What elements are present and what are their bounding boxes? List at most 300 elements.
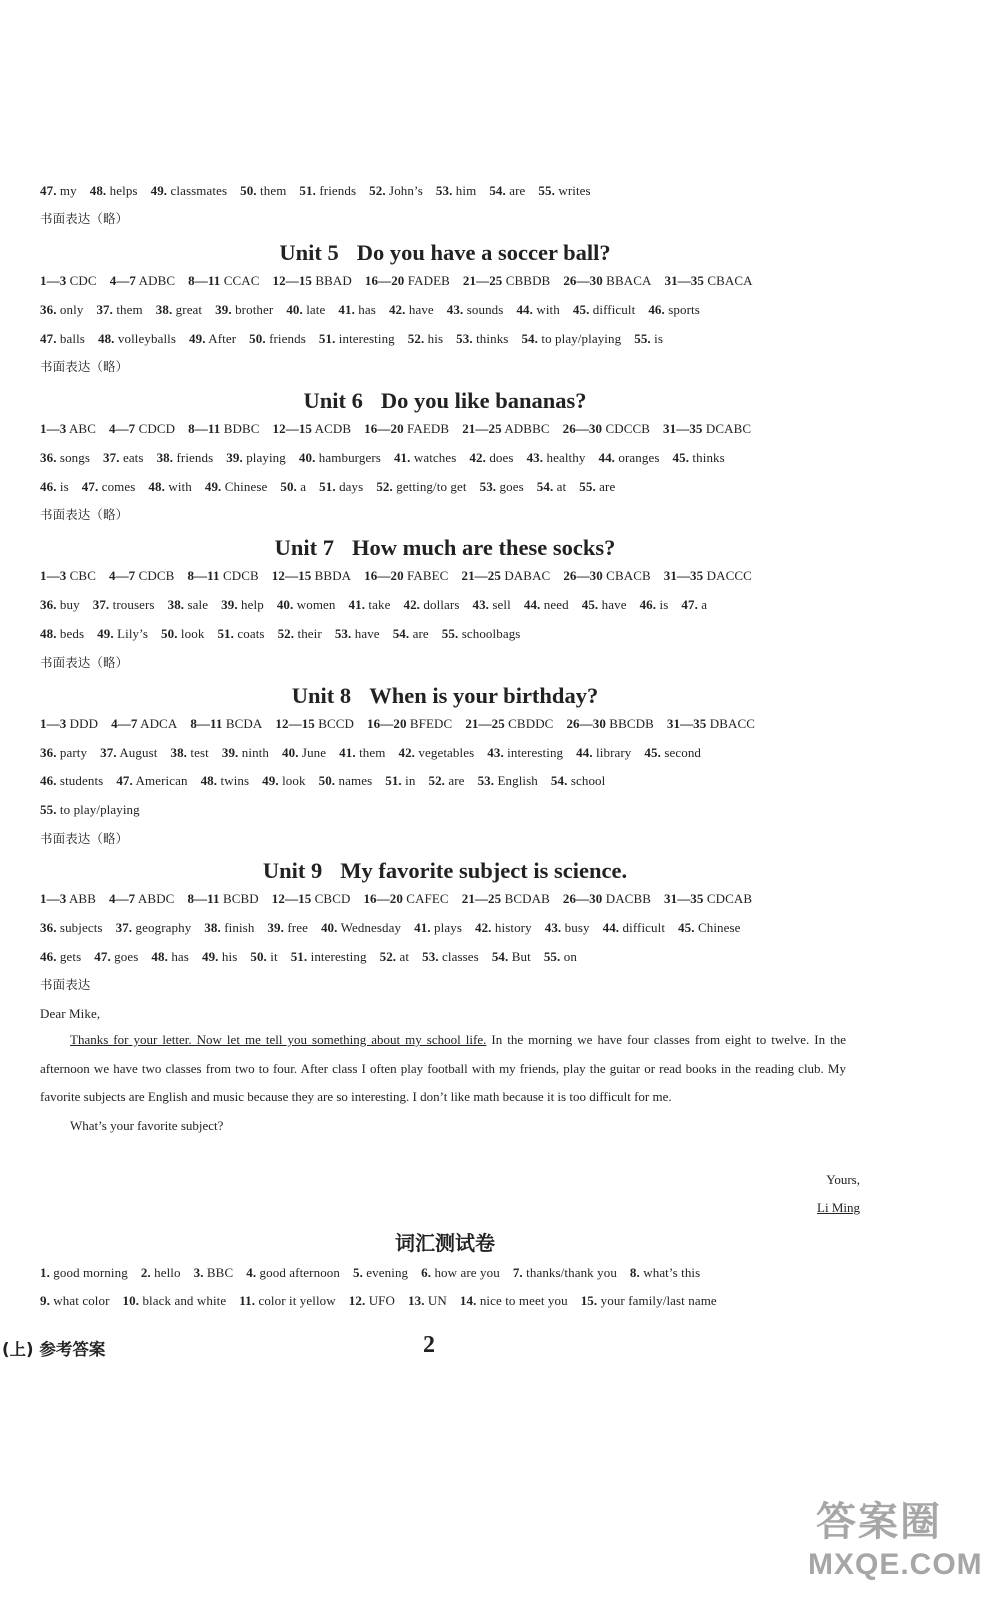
- question-number: 26—30: [563, 273, 603, 288]
- answer-text: plays: [430, 920, 462, 935]
- question-number: 47.: [40, 331, 57, 346]
- question-number: 41.: [339, 745, 356, 760]
- answer-text: friends: [265, 331, 306, 346]
- answer-item: [157, 450, 214, 465]
- question-number: 31—35: [663, 568, 704, 583]
- answer-text: with: [533, 302, 560, 317]
- answer-text: look: [278, 773, 306, 788]
- answer-item: [272, 891, 351, 906]
- answer-item: [40, 183, 77, 198]
- question-number: 37.: [115, 920, 133, 935]
- question-number: 4—7: [108, 568, 136, 583]
- question-number: 5.: [353, 1265, 363, 1280]
- answer-row: [40, 328, 676, 350]
- answer-item: [109, 891, 174, 906]
- answer-item: [319, 331, 395, 346]
- answer-text: BCDA: [222, 716, 263, 731]
- answer-item: [201, 773, 250, 788]
- answer-item: [116, 773, 187, 788]
- answer-text: his: [218, 949, 238, 964]
- unit-title: [40, 681, 850, 711]
- answer-item: [273, 273, 352, 288]
- answer-text: Chinese: [221, 479, 268, 494]
- answer-text: comes: [98, 479, 136, 494]
- answer-item: [364, 421, 449, 436]
- answer-text: a: [296, 479, 307, 494]
- unit-title: [40, 533, 850, 563]
- answer-text: friends: [173, 450, 214, 465]
- answer-text: FADEB: [404, 273, 450, 288]
- answer-item: [40, 273, 97, 288]
- answer-text: friends: [315, 183, 357, 198]
- answer-text: color it yellow: [255, 1293, 336, 1308]
- answer-text: BBACA: [602, 273, 652, 288]
- question-number: 49.: [262, 773, 279, 788]
- question-number: 52.: [379, 949, 397, 964]
- question-number: 51.: [385, 773, 402, 788]
- answer-text: ADBC: [136, 273, 176, 288]
- question-number: 21—25: [461, 568, 501, 583]
- answer-row: [40, 270, 766, 292]
- unit-heading: How much are these socks?: [352, 535, 616, 560]
- unit-title: [40, 386, 850, 416]
- question-number: 53.: [477, 773, 495, 788]
- answer-item: [563, 421, 650, 436]
- question-number: 43.: [472, 597, 490, 612]
- answer-text: evening: [362, 1265, 409, 1280]
- answer-text: days: [335, 479, 364, 494]
- answer-item: [640, 597, 669, 612]
- answer-text: DACCC: [703, 568, 752, 583]
- question-number: 54.: [489, 183, 506, 198]
- answer-item: [648, 302, 700, 317]
- answer-item: [339, 745, 385, 760]
- question-number: 38.: [170, 745, 188, 760]
- question-number: 26—30: [562, 421, 603, 436]
- answer-text: volleyballs: [114, 331, 177, 346]
- answer-text: BCDAB: [501, 891, 550, 906]
- answer-text: brother: [231, 302, 274, 317]
- answer-text: buy: [56, 597, 80, 612]
- answer-item: [319, 773, 373, 788]
- question-number: 41.: [338, 302, 355, 317]
- answer-text: dollars: [420, 597, 460, 612]
- question-number: 47.: [94, 949, 111, 964]
- answer-text: BBDA: [311, 568, 352, 583]
- writing-note: 书面表达（略）: [40, 831, 129, 846]
- letter-body: [40, 1026, 846, 1140]
- question-number: 31—35: [663, 421, 703, 436]
- answer-text: ABDC: [135, 891, 175, 906]
- answer-text: at: [396, 949, 410, 964]
- answer-text: John’s: [385, 183, 423, 198]
- question-number: 26—30: [563, 568, 603, 583]
- question-number: 3.: [193, 1265, 204, 1280]
- answer-item: [513, 1265, 617, 1280]
- answer-text: at: [553, 479, 567, 494]
- letter-opening-underlined: Thanks for your letter. Now let me tell you something about my school life.: [70, 1032, 487, 1047]
- answer-item: [349, 1293, 395, 1308]
- answer-text: August: [116, 745, 158, 760]
- answer-item: [204, 920, 254, 935]
- answer-text: FAEDB: [403, 421, 450, 436]
- answer-text: Lily’s: [113, 626, 149, 641]
- question-number: 11.: [239, 1293, 256, 1308]
- question-number: 54.: [491, 949, 509, 964]
- question-number: 21—25: [462, 421, 502, 436]
- answer-item: [187, 891, 258, 906]
- unit-number: Unit 9: [262, 858, 323, 883]
- answer-item: [40, 421, 96, 436]
- answer-item: [299, 183, 356, 198]
- answer-item: [40, 920, 103, 935]
- question-number: 41.: [348, 597, 366, 612]
- answer-item: [40, 745, 87, 760]
- question-number: 42.: [398, 745, 416, 760]
- answer-item: [364, 568, 448, 583]
- question-number: 40.: [320, 920, 338, 935]
- question-number: 42.: [469, 450, 486, 465]
- question-number: 39.: [215, 302, 232, 317]
- unit-number: Unit 8: [291, 683, 352, 708]
- answer-item: [40, 479, 69, 494]
- question-number: 46.: [40, 479, 57, 494]
- answer-row: [40, 623, 533, 645]
- answer-item: [678, 920, 741, 935]
- answer-item: [664, 891, 752, 906]
- answer-item: [582, 597, 627, 612]
- answer-text: CBC: [66, 568, 96, 583]
- question-number: 45.: [572, 302, 590, 317]
- answer-text: CDCB: [219, 568, 259, 583]
- answer-text: them: [256, 183, 287, 198]
- answer-item: [148, 479, 191, 494]
- answer-text: have: [598, 597, 627, 612]
- letter-greeting: Dear Mike,: [40, 1006, 101, 1021]
- answer-text: is: [656, 597, 669, 612]
- answer-item: [161, 626, 204, 641]
- answer-text: my: [56, 183, 77, 198]
- question-number: 39.: [221, 745, 239, 760]
- answer-item: [414, 920, 462, 935]
- answer-item: [598, 450, 659, 465]
- answer-item: [40, 626, 84, 641]
- answer-text: DBACC: [706, 716, 756, 731]
- question-number: 36.: [40, 450, 57, 465]
- answer-text: BBAD: [312, 273, 352, 288]
- answer-item: [408, 331, 443, 346]
- watermark-logo: [808, 1490, 983, 1596]
- answer-text: CBCD: [311, 891, 351, 906]
- answer-item: [516, 302, 559, 317]
- answer-item: [97, 626, 148, 641]
- answer-item: [544, 949, 577, 964]
- question-number: 2.: [140, 1265, 151, 1280]
- answer-text: schoolbags: [458, 626, 521, 641]
- answer-item: [551, 773, 605, 788]
- answer-text: UFO: [365, 1293, 396, 1308]
- answer-text: is: [56, 479, 69, 494]
- answer-text: good afternoon: [256, 1265, 340, 1280]
- answer-item: [376, 479, 466, 494]
- answer-item: [538, 183, 590, 198]
- question-number: 53.: [456, 331, 473, 346]
- question-number: 47.: [40, 183, 57, 198]
- question-number: 44.: [602, 920, 620, 935]
- question-number: 50.: [318, 773, 336, 788]
- answer-text: ADBBC: [501, 421, 550, 436]
- answer-item: [221, 597, 264, 612]
- answer-item: [277, 597, 336, 612]
- question-number: 1—3: [40, 716, 67, 731]
- answer-text: thinks: [689, 450, 725, 465]
- answer-item: [286, 302, 325, 317]
- answer-text: are: [595, 479, 616, 494]
- answer-item: [447, 302, 504, 317]
- answer-item: [194, 1265, 234, 1280]
- question-number: 44.: [576, 745, 593, 760]
- question-number: 45.: [581, 597, 599, 612]
- question-number: 44.: [598, 450, 616, 465]
- answer-item: [151, 949, 189, 964]
- answer-text: have: [351, 626, 380, 641]
- unit-heading: My favorite subject is science.: [340, 858, 628, 883]
- question-number: 39.: [267, 920, 284, 935]
- answer-text: students: [56, 773, 104, 788]
- question-number: 4—7: [111, 716, 138, 731]
- answer-item: [275, 716, 354, 731]
- answer-item: [436, 183, 476, 198]
- question-number: 50.: [240, 183, 257, 198]
- answer-item: [239, 1293, 336, 1308]
- answer-item: [90, 183, 138, 198]
- answer-item: [664, 273, 752, 288]
- answer-text: vegetables: [415, 745, 475, 760]
- question-number: 48.: [89, 183, 107, 198]
- answer-item: [524, 597, 569, 612]
- answer-item: [581, 1293, 717, 1308]
- answer-item: [478, 773, 538, 788]
- vocab-row: [40, 1262, 713, 1284]
- answer-item: [563, 273, 651, 288]
- answer-item: [403, 597, 459, 612]
- answer-text: has: [167, 949, 189, 964]
- answer-item: [116, 920, 192, 935]
- answer-item: [111, 716, 177, 731]
- answer-item: [576, 745, 631, 760]
- question-number: 7.: [512, 1265, 523, 1280]
- answer-item: [40, 891, 96, 906]
- answer-text: good morning: [49, 1265, 128, 1280]
- answer-item: [246, 1265, 340, 1280]
- answer-text: your family/last name: [597, 1293, 717, 1308]
- answer-item: [475, 920, 532, 935]
- question-number: 43.: [487, 745, 504, 760]
- answer-text: But: [508, 949, 531, 964]
- answer-text: DACBB: [602, 891, 651, 906]
- answer-text: Wednesday: [337, 920, 402, 935]
- answer-item: [291, 949, 367, 964]
- answer-item: [278, 626, 322, 641]
- answer-text: BFEDC: [406, 716, 453, 731]
- answer-row: [40, 565, 765, 587]
- unit-heading: Do you have a soccer ball?: [356, 240, 611, 265]
- question-number: 50.: [249, 331, 266, 346]
- answer-item: [273, 421, 352, 436]
- answer-text: CDC: [66, 273, 97, 288]
- answer-item: [151, 183, 228, 198]
- answer-item: [681, 597, 707, 612]
- answer-text: interesting: [335, 331, 395, 346]
- answer-item: [141, 1265, 181, 1280]
- writing-label: 书面表达: [40, 977, 91, 992]
- answer-text: with: [164, 479, 192, 494]
- answer-text: women: [293, 597, 336, 612]
- answer-text: eats: [119, 450, 144, 465]
- answer-text: English: [494, 773, 538, 788]
- answer-text: oranges: [615, 450, 660, 465]
- answer-text: CBACA: [703, 273, 753, 288]
- answer-item: [456, 331, 508, 346]
- question-number: 46.: [40, 949, 57, 964]
- question-number: 49.: [201, 949, 219, 964]
- answer-item: [487, 745, 563, 760]
- answer-text: is: [650, 331, 664, 346]
- answer-item: [537, 479, 567, 494]
- question-number: 16—20: [364, 568, 404, 583]
- answer-text: free: [283, 920, 308, 935]
- answer-text: DABAC: [500, 568, 551, 583]
- question-number: 52.: [376, 479, 393, 494]
- writing-note: 书面表达（略）: [40, 655, 129, 670]
- answer-item: [202, 949, 237, 964]
- question-number: 31—35: [664, 891, 704, 906]
- answer-text: second: [660, 745, 702, 760]
- question-number: 36.: [40, 302, 57, 317]
- answer-text: UN: [424, 1293, 447, 1308]
- question-number: 48.: [200, 773, 218, 788]
- question-number: 10.: [122, 1293, 140, 1308]
- watermark-cn: 答案圈: [816, 1499, 942, 1545]
- question-number: 1—3: [40, 273, 67, 288]
- answer-text: interesting: [503, 745, 564, 760]
- writing-note: 书面表达（略）: [40, 507, 129, 522]
- answer-text: need: [540, 597, 569, 612]
- answer-item: [349, 597, 391, 612]
- unit-heading: When is your birthday?: [369, 683, 599, 708]
- answer-row: [40, 799, 153, 821]
- answer-text: goes: [110, 949, 139, 964]
- question-number: 53.: [479, 479, 497, 494]
- answer-item: [644, 745, 701, 760]
- question-number: 12—15: [272, 273, 313, 288]
- letter-signature: Li Ming: [817, 1200, 860, 1215]
- question-number: 55.: [579, 479, 596, 494]
- answer-item: [109, 568, 174, 583]
- answer-text: helps: [106, 183, 138, 198]
- answer-text: BBCDB: [605, 716, 654, 731]
- question-number: 47.: [681, 597, 698, 612]
- question-number: 38.: [156, 450, 174, 465]
- answer-item: [367, 716, 452, 731]
- answer-text: to play/playing: [56, 802, 140, 817]
- question-number: 12.: [348, 1293, 366, 1308]
- answer-item: [40, 450, 90, 465]
- answer-item: [421, 1265, 500, 1280]
- answer-text: CDCD: [135, 421, 176, 436]
- question-number: 6.: [421, 1265, 432, 1280]
- answer-text: interesting: [307, 949, 367, 964]
- question-number: 4—7: [108, 421, 136, 436]
- answer-text: June: [298, 745, 327, 760]
- question-number: 13.: [408, 1293, 425, 1308]
- answer-text: BCBD: [219, 891, 259, 906]
- question-number: 31—35: [664, 273, 704, 288]
- question-number: 8—11: [190, 716, 223, 731]
- answer-text: hamburgers: [315, 450, 381, 465]
- answer-text: their: [294, 626, 322, 641]
- answer-text: BCCD: [314, 716, 355, 731]
- answer-row: [40, 476, 628, 498]
- answer-text: them: [113, 302, 143, 317]
- question-number: 8—11: [187, 568, 220, 583]
- answer-item: [215, 302, 273, 317]
- question-number: 36.: [40, 597, 57, 612]
- answer-text: balls: [56, 331, 85, 346]
- answer-text: ABB: [66, 891, 96, 906]
- unit-number: Unit 5: [279, 240, 339, 265]
- question-number: 46.: [40, 773, 57, 788]
- letter-closing: Yours,: [826, 1172, 860, 1187]
- answer-text: subjects: [56, 920, 103, 935]
- answer-text: it: [266, 949, 278, 964]
- answer-item: [170, 745, 208, 760]
- question-number: 47.: [81, 479, 99, 494]
- answer-item: [250, 949, 277, 964]
- answer-item: [40, 773, 103, 788]
- answer-item: [249, 331, 306, 346]
- question-number: 39.: [226, 450, 243, 465]
- answer-text: in: [401, 773, 416, 788]
- answer-item: [463, 273, 550, 288]
- answer-text: healthy: [543, 450, 586, 465]
- answer-item: [335, 626, 380, 641]
- answer-item: [489, 183, 525, 198]
- question-number: 21—25: [461, 891, 502, 906]
- answer-text: CBBDB: [502, 273, 551, 288]
- answer-text: songs: [56, 450, 91, 465]
- answer-item: [205, 479, 268, 494]
- question-number: 26—30: [562, 891, 603, 906]
- footer-label: (上) 参考答案: [2, 1340, 106, 1359]
- answer-text: CDCAB: [703, 891, 753, 906]
- answer-item: [40, 949, 81, 964]
- question-number: 4—7: [109, 273, 137, 288]
- answer-item: [282, 745, 326, 760]
- question-number: 49.: [97, 626, 114, 641]
- question-number: 54.: [392, 626, 410, 641]
- answer-row: [40, 946, 590, 968]
- answer-item: [469, 450, 513, 465]
- answer-item: [634, 331, 663, 346]
- question-number: 52.: [428, 773, 446, 788]
- question-number: 49.: [150, 183, 168, 198]
- answer-item: [40, 302, 83, 317]
- answer-item: [338, 302, 376, 317]
- answer-text: what color: [49, 1293, 110, 1308]
- answer-item: [465, 716, 553, 731]
- vocab-row: [40, 1290, 730, 1312]
